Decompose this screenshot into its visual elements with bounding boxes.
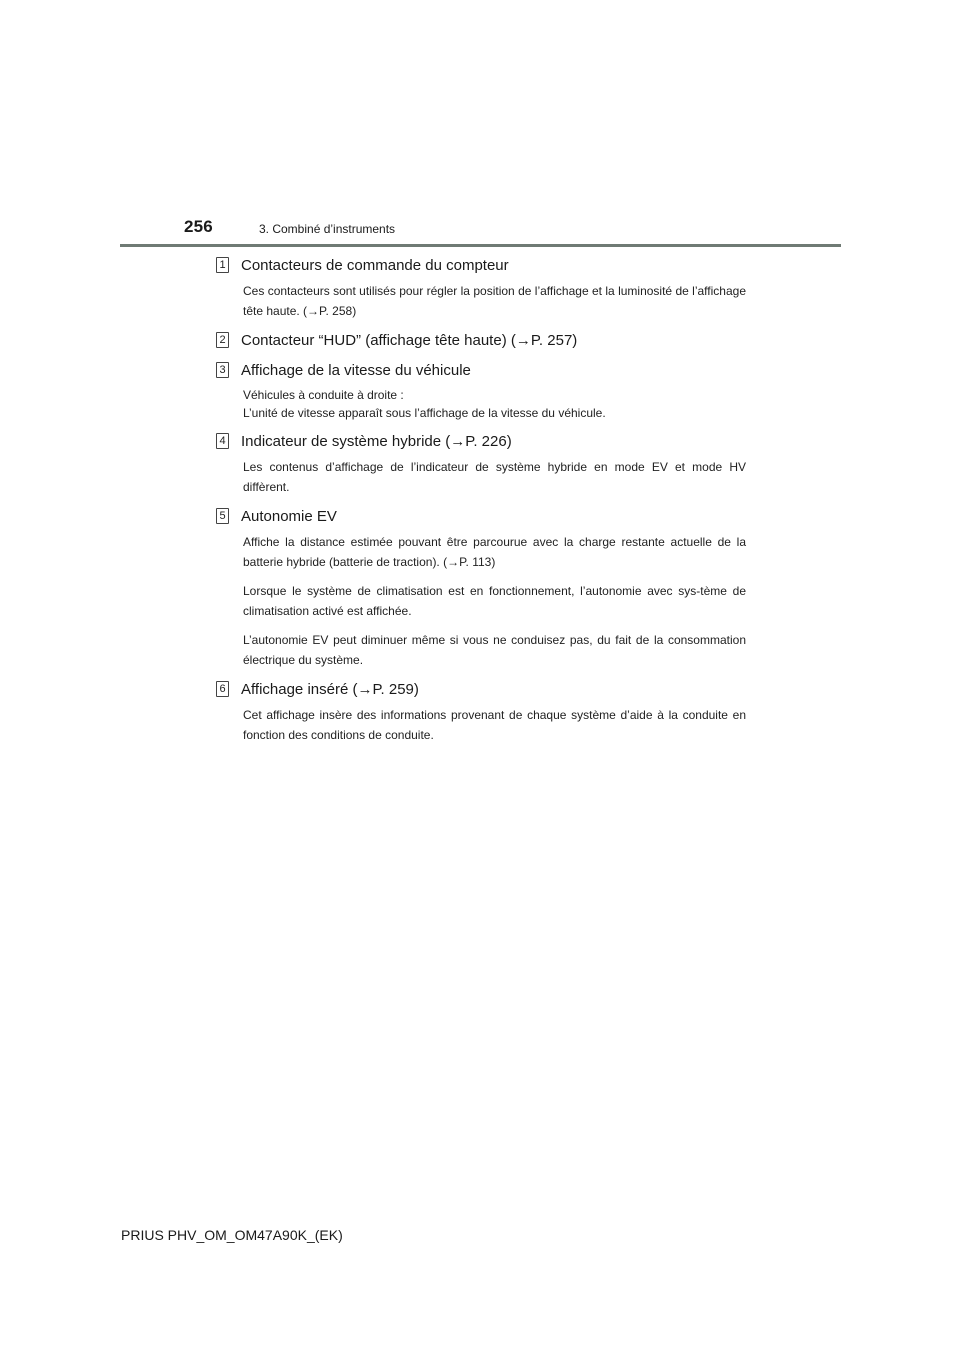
- list-item: [216, 329, 746, 351]
- item-number-badge: 6: [216, 681, 229, 697]
- item-title: Affichage de la vitesse du véhicule: [241, 361, 471, 379]
- item-description: L’autonomie EV peut diminuer même si vous ne conduisez pas, du fait de la consommation électrique du système.: [243, 633, 746, 667]
- item-description: Les contenus d’affichage de l’indicateur de système hybride en mode EV et mode HV diffèrent.: [243, 460, 746, 494]
- item-number-badge: 5: [216, 508, 229, 524]
- item-title: Contacteur “HUD” (affichage tête haute) (→P. 257): [241, 331, 578, 349]
- list-item: [216, 430, 746, 497]
- item-description: Affiche la distance estimée pouvant être parcourue avec la charge restante actuelle de la batterie hybride (batterie de traction). (→P. 113): [243, 535, 746, 569]
- item-description: Véhicules à conduite à droite : L’unité de vitesse apparaît sous l’affichage de la vitesse du véhicule.: [243, 388, 606, 420]
- item-description: Cet affichage insère des informations provenant de chaque système d’aide à la conduite en fonction des conditions de conduite.: [243, 708, 746, 742]
- item-title: Indicateur de système hybride (→P. 226): [241, 432, 512, 450]
- item-title: Affichage inséré (→P. 259): [241, 680, 419, 698]
- header-rule: [120, 244, 841, 247]
- item-description: Lorsque le système de climatisation est en fonctionnement, l’autonomie avec sys-tème de climatisation activé est affichée.: [243, 584, 746, 618]
- content: [216, 254, 746, 745]
- item-title: Contacteurs de commande du compteur: [241, 256, 509, 274]
- chapter-title: 3. Combiné d’instruments: [259, 222, 396, 236]
- item-title: Autonomie EV: [241, 507, 337, 525]
- item-number-badge: 2: [216, 332, 229, 348]
- list-item: [216, 359, 746, 422]
- list-item: [216, 505, 746, 670]
- item-number-badge: 4: [216, 433, 229, 449]
- footer-document-code: PRIUS PHV_OM_OM47A90K_(EK): [121, 1227, 343, 1243]
- list-item: [216, 254, 746, 321]
- item-number-badge: 3: [216, 362, 229, 378]
- list-item: [216, 678, 746, 745]
- item-description: Ces contacteurs sont utilisés pour régler la position de l’affichage et la luminosité de l’affichage tête haute. (→P. 258): [243, 284, 746, 318]
- page-number: 256: [184, 217, 213, 236]
- item-number-badge: 1: [216, 257, 229, 273]
